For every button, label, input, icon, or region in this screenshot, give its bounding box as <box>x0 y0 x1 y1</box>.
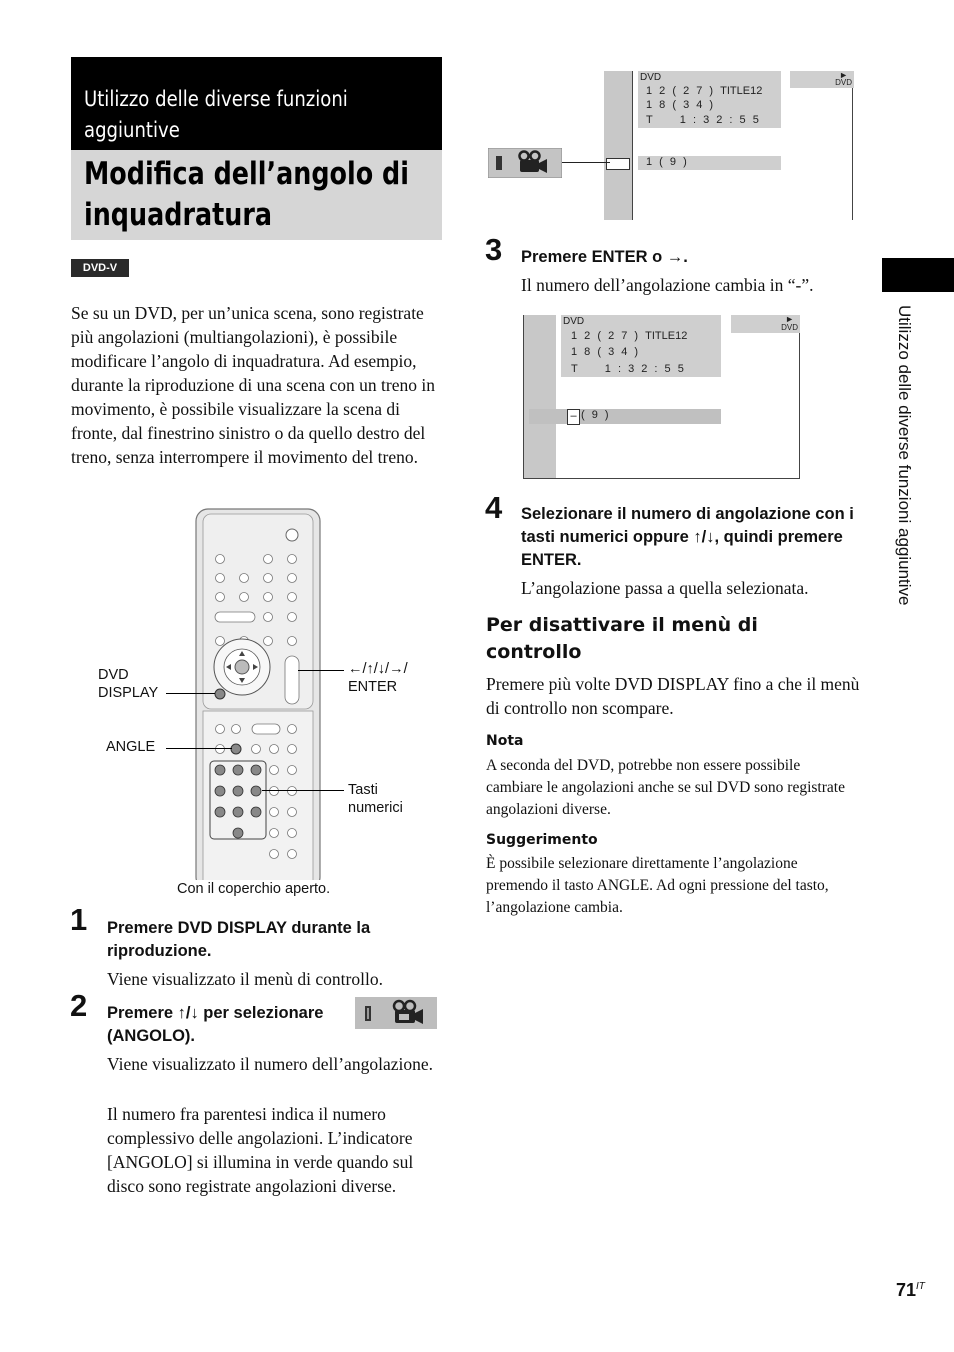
osd-2-angle-input: – <box>567 409 580 425</box>
osd-info-panel: DVD 1 2 ( 2 7 ) TITLE12 1 8 ( 3 4 ) T 1 : 3 2 : 5 5 <box>638 71 781 128</box>
step-3-heading: Premere ENTER o →. <box>521 248 688 266</box>
osd-angle-selector <box>606 158 630 170</box>
callout-line-angle <box>166 748 232 749</box>
step-4-number: 4 <box>485 490 503 525</box>
page-number: $71^{IT}$ <box>896 1280 925 1300</box>
osd-screen-2 <box>523 315 800 479</box>
step-4-heading: Selezionare il numero di angolazione con i tasti numerici oppure ↑/↓, quindi premere ENTER. <box>521 505 854 569</box>
osd-angle-row: 1 ( 9 ) <box>638 156 781 170</box>
subsection-text: Premere più volte DVD DISPLAY fino a che il menù di controllo non scompare. <box>486 674 860 718</box>
osd-callout-line <box>560 162 610 163</box>
step-2-text-1: Viene visualizzato il numero dell’angolazione. <box>107 1054 433 1074</box>
step-2-heading <box>107 1002 357 1048</box>
callout-line-dvd-display <box>166 693 215 694</box>
step-2-text-2: Il numero fra parentesi indica il numero complessivo delle angolazioni. L’indicatore [ANGOLO] si illumina in verde quando sul disco sono registrate angolazioni diverse. <box>107 1104 414 1196</box>
osd-2-play-status: ► DVD <box>731 315 800 333</box>
osd-screen-1 <box>604 71 854 220</box>
intro-paragraph: Se su un DVD, per un’unica scena, sono registrate più angolazioni (multiangolazioni), è possibile modificare l’angolo di inquadratura. Ad esempio, durante la riproduzione di una scena con un treno in movimento, è possibile visualizzare la scena di fronte, dal finestrino sinistro o da quello destro del treno, senza interrompere il movimento del treno. <box>71 303 435 467</box>
step-2-heading-b: (ANGOLO). <box>107 1027 195 1045</box>
callout-angle: ANGLE <box>106 739 156 755</box>
step-1-heading: Premere DVD DISPLAY durante la riproduzione. <box>107 919 371 960</box>
callout-dvd-display: DVD DISPLAY <box>98 667 159 701</box>
dvd-v-badge: DVD-V <box>71 259 129 277</box>
step-2-heading-a: Premere ↑/↓ per selezionare <box>107 1004 324 1022</box>
step-1-number: 1 <box>70 902 88 937</box>
osd-2-angle-row: – ( 9 ) <box>529 409 721 424</box>
step-2-number: 2 <box>70 988 88 1023</box>
side-tab-label-wrap <box>893 305 915 700</box>
angle-icon <box>355 997 437 1029</box>
angle-icon-highlight <box>488 148 562 178</box>
callout-line-arrows <box>298 670 344 671</box>
step-4-text: L’angolazione passa a quella selezionata. <box>521 578 809 598</box>
side-tab-marker <box>882 258 954 292</box>
page-title: Modifica dell’angolo di inquadratura <box>84 156 409 233</box>
osd-left-column <box>604 71 632 220</box>
osd-play-status: ► DVD <box>790 71 854 88</box>
suggerimento-label: Suggerimento <box>486 832 598 848</box>
step-3-number: 3 <box>485 232 503 267</box>
side-tab-label: Utilizzo delle diverse funzioni aggiuntive <box>895 305 914 606</box>
nota-label: Nota <box>486 733 524 749</box>
subsection-title: Per disattivare il menù di controllo <box>486 614 758 663</box>
suggerimento-text: È possibile selezionare direttamente l’angolazione premendo il tasto ANGLE. Ad ogni pressione del tasto, l’angolazione cambia. <box>486 855 829 916</box>
section-title: Utilizzo delle diverse funzioni aggiuntive <box>84 87 348 142</box>
callout-numeric: Tasti numerici <box>348 782 403 816</box>
remote-control-illustration <box>195 508 321 880</box>
osd-2-info-panel: DVD 1 2 ( 2 7 ) TITLE12 1 8 ( 3 4 ) T 1 : 3 2 : 5 5 <box>561 315 721 377</box>
callout-line-numeric <box>262 790 344 791</box>
step-1-text: Viene visualizzato il menù di controllo. <box>107 969 383 989</box>
nota-text: A seconda del DVD, potrebbe non essere possibile cambiare le angolazioni anche se sul DVD sono registrate angolazioni diverse. <box>486 757 845 818</box>
step-3-text: Il numero dell’angolazione cambia in “-”. <box>521 275 814 295</box>
callout-arrows-enter: ←/↑/↓/→/ ENTER <box>348 661 408 695</box>
remote-caption: Con il coperchio aperto. <box>177 881 331 897</box>
